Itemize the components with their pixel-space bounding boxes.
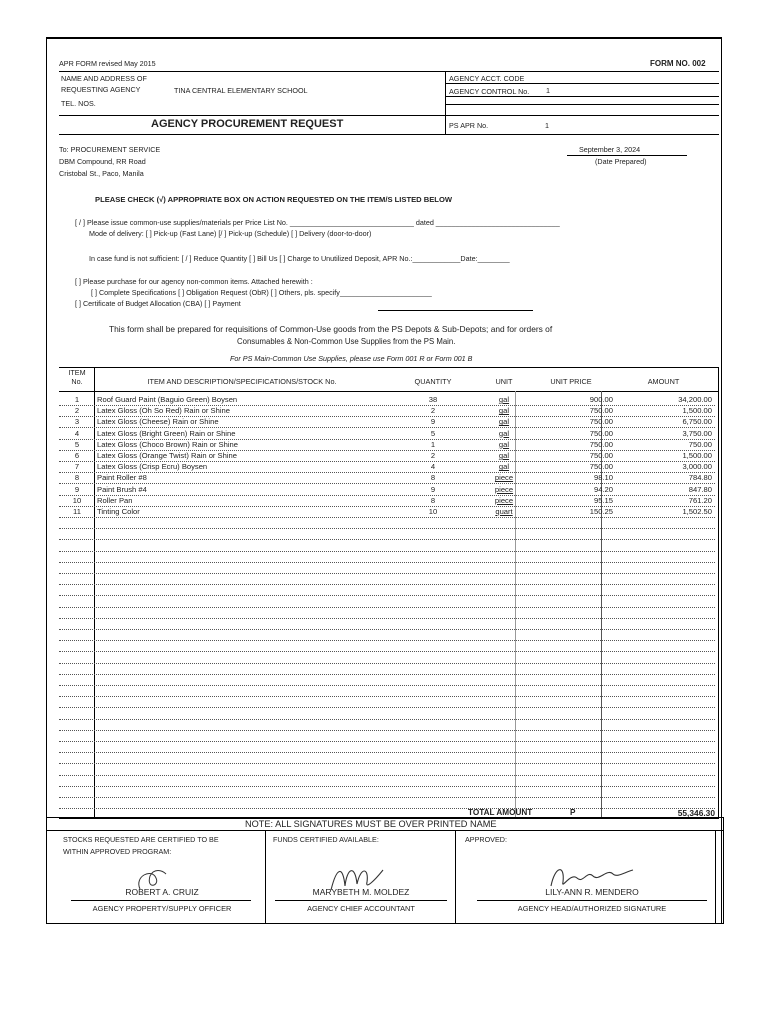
amount-cell: 750.00 [688,439,712,449]
description-cell: Roller Pan [97,495,133,505]
table-row [59,517,715,529]
table-row [59,450,715,462]
description-cell: Latex Gloss (Cheese) Rain or Shine [97,417,219,427]
specifications-line: [ ] Complete Specifications [ ] Obligation Request (ObR) [ ] Others, pls. specify_______________________ [91,288,432,297]
amount-cell: 847.80 [688,484,712,494]
unit-cell: gal [498,428,510,438]
cba-line: [ ] Certificate of Budget Allocation (CBA) [ ] Payment [75,299,241,308]
table-row [59,719,715,731]
form-number: FORM NO. 002 [650,59,706,68]
col-divider [718,367,719,818]
acct-code-label: AGENCY ACCT. CODE [449,74,525,83]
quantity-cell: 9 [430,417,436,427]
quantity-cell: 4 [430,462,436,472]
control-no-label: AGENCY CONTROL No. [449,87,530,96]
amount-cell: 761.20 [688,495,712,505]
amount-cell: 3,750.00 [682,428,712,438]
signature-note: NOTE: ALL SIGNATURES MUST BE OVER PRINTED NAME [245,819,497,829]
name-address-label: NAME AND ADDRESS OF [61,74,147,83]
col-item-no [59,368,95,386]
description-cell: Tinting Color [97,507,140,516]
approved-label: APPROVED: [465,835,507,844]
agency-head-name: LILY-ANN R. MENDERO [545,887,639,897]
table-row [59,618,715,630]
description-cell: Paint Roller #8 [97,473,147,483]
requesting-agency-label: REQUESTING AGENCY [61,85,141,94]
quantity-cell: 8 [430,495,436,505]
funds-certified-label: FUNDS CERTIFIED AVAILABLE: [273,835,379,844]
col-unit-price: UNIT PRICE [550,377,592,386]
table-row [59,584,715,596]
description-cell: Latex Gloss (Crisp Ecru) Boysen [97,462,208,472]
unit-cell: gal [498,406,510,416]
unit-cell: piece [494,473,514,483]
form-revision: APR FORM revised May 2015 [59,59,156,68]
unit-price-cell: 98.10 [593,473,613,483]
form-title: AGENCY PROCUREMENT REQUEST [151,118,344,130]
table-row [59,685,715,697]
item-no-cell: 2 [74,406,80,416]
currency-symbol: P [570,808,576,817]
table-row [59,652,715,664]
divider [455,830,456,923]
purchase-line: [ ] Please purchase for our agency non-common items. Attached herewith : [75,277,313,286]
check-heading: PLEASE CHECK (√) APPROPRIATE BOX ON ACTION REQUESTED ON THE ITEM/S LISTED BELOW [95,195,453,204]
table-row [59,540,715,552]
table-row [59,484,715,496]
table-row [59,775,715,787]
procurement-request-form [46,37,722,924]
divider [715,830,716,923]
quantity-cell: 8 [430,473,436,483]
table-row [59,394,715,406]
description-cell: Paint Brush #4 [97,484,147,494]
agency-name: TINA CENTRAL ELEMENTARY SCHOOL [174,86,308,95]
agency-head-role: AGENCY HEAD/AUTHORIZED SIGNATURE [517,904,667,913]
table-row [59,461,715,473]
col-item-no-line-2: No. [71,377,83,386]
property-officer-role: AGENCY PROPERTY/SUPPLY OFFICER [92,904,232,913]
item-no-cell: 1 [74,395,80,404]
divider [378,310,533,311]
quantity-cell: 1 [430,439,436,449]
unit-price-cell: 94.20 [593,484,613,494]
divider [265,830,266,923]
quantity-cell: 2 [430,406,436,416]
table-row [59,741,715,753]
item-no-cell: 6 [74,451,80,460]
divider [445,71,446,135]
divider [59,115,719,116]
table-row [59,797,715,809]
quantity-cell: 9 [430,484,436,494]
col-unit: UNIT [495,377,513,386]
divider [59,71,719,72]
unit-price-cell: 750.00 [589,428,613,438]
divider [59,367,719,368]
divider [71,900,251,901]
col-description: ITEM AND DESCRIPTION/SPECIFICATIONS/STOCK No. [147,377,337,386]
to-line-2: DBM Compound, RR Road [59,157,146,166]
unit-price-cell: 900.00 [589,395,613,404]
amount-cell: 34,200.00 [678,395,712,404]
form-note-1: This form shall be prepared for requisitions of Common-Use goods from the PS Depots & Sub-Depots; and for orders of [109,324,553,334]
divider [445,96,719,97]
item-no-cell: 5 [74,439,80,449]
table-row [59,528,715,540]
signature-section [46,817,724,924]
table-row [59,573,715,585]
table-row [59,640,715,652]
table-row [59,405,715,417]
ps-apr-label: PS APR No. [449,121,489,130]
table-row [59,708,715,720]
chief-accountant-role: AGENCY CHIEF ACCOUNTANT [307,904,415,913]
item-no-cell: 7 [74,462,80,472]
form-note-2: Consumables & Non-Common Use Supplies from the PS Main. [237,337,456,346]
divider [59,134,719,135]
amount-cell: 1,500.00 [682,406,712,416]
table-row [59,629,715,641]
table-row [59,674,715,686]
ps-apr-value: 1 [545,121,549,130]
table-row [59,730,715,742]
amount-cell: 784.80 [688,473,712,483]
unit-price-cell: 150.25 [589,507,613,516]
quantity-cell: 10 [428,507,438,516]
total-amount-label: TOTAL AMOUNT [468,808,533,817]
stocks-certified-label: STOCKS REQUESTED ARE CERTIFIED TO BE [63,835,219,844]
description-cell: Latex Gloss (Choco Brown) Rain or Shine [97,439,238,449]
table-row [59,428,715,440]
table-row [59,562,715,574]
item-no-cell: 3 [74,417,80,427]
issue-line: [ / ] Please issue common-use supplies/materials per Price List No. _______________________________ dated _______________________________ [75,218,560,227]
divider [47,830,723,831]
amount-cell: 1,500.00 [682,451,712,460]
table-row [59,752,715,764]
item-no-cell: 10 [72,495,82,505]
col-item-no-line-1: ITEM [68,368,86,377]
item-no-cell: 8 [74,473,80,483]
item-no-cell: 4 [74,428,80,438]
divider [477,900,707,901]
divider [567,155,687,156]
to-line-1: To: PROCUREMENT SERVICE [59,145,161,154]
table-row [59,607,715,619]
delivery-line: Mode of delivery: [ ] Pick-up (Fast Lane) [/ ] Pick-up (Schedule) [ ] Delivery (door-to-door) [89,229,372,238]
unit-cell: gal [498,395,510,404]
quantity-cell: 5 [430,428,436,438]
approved-program-label: WITHIN APPROVED PROGRAM: [63,847,172,856]
unit-cell: piece [494,484,514,494]
table-row [59,551,715,563]
unit-cell: gal [498,439,510,449]
table-row [59,596,715,608]
table-row [59,506,715,518]
form-note-3: For PS Main-Common Use Supplies, please use Form 001 R or Form 001 B [230,354,473,363]
date-prepared-label: (Date Prepared) [595,157,647,166]
divider [445,83,719,84]
description-cell: Latex Gloss (Orange Twist) Rain or Shine [97,451,237,460]
unit-price-cell: 750.00 [589,417,613,427]
table-row [59,663,715,675]
to-line-3: Cristobal St., Paco, Manila [59,169,144,178]
description-cell: Roof Guard Paint (Baguio Green) Boysen [97,395,238,404]
unit-cell: gal [498,451,510,460]
amount-cell: 1,502.50 [682,507,712,516]
divider [59,391,719,392]
unit-cell: gal [498,417,510,427]
unit-cell: piece [494,495,514,505]
tel-label: TEL. NOS. [61,99,96,108]
description-cell: Latex Gloss (Oh So Red) Rain or Shine [97,406,230,416]
table-row [59,416,715,428]
description-cell: Latex Gloss (Bright Green) Rain or Shine [97,428,236,438]
date-prepared-value: September 3, 2024 [579,145,641,154]
divider [445,104,719,105]
table-row [59,439,715,451]
table-row [59,495,715,507]
quantity-cell: 38 [428,395,438,404]
property-officer-name: ROBERT A. CRUIZ [125,887,199,897]
unit-price-cell: 750.00 [589,439,613,449]
item-no-cell: 9 [74,484,80,494]
col-quantity: QUANTITY [414,377,452,386]
table-row [59,696,715,708]
amount-cell: 3,000.00 [682,462,712,472]
unit-cell: gal [498,462,510,472]
unit-price-cell: 95.15 [593,495,613,505]
table-row [59,786,715,798]
item-no-cell: 11 [73,507,81,516]
unit-cell: quart [495,507,513,516]
amount-cell: 6,750.00 [682,417,712,427]
unit-price-cell: 750.00 [589,451,613,460]
total-amount-value: 55,346.30 [677,808,715,818]
col-amount: AMOUNT [647,377,680,386]
table-row [59,764,715,776]
control-no-value: 1 [546,86,550,95]
insufficient-fund-line: In case fund is not sufficient: [ / ] Reduce Quantity [ ] Bill Us [ ] Charge to Unutilized Deposit, APR No.:____________Date:________ [89,254,510,263]
unit-price-cell: 750.00 [589,462,613,472]
table-row [59,472,715,484]
chief-accountant-name: MARYBETH M. MOLDEZ [312,887,410,897]
unit-price-cell: 750.00 [589,406,613,416]
quantity-cell: 2 [430,451,436,460]
divider [275,900,447,901]
